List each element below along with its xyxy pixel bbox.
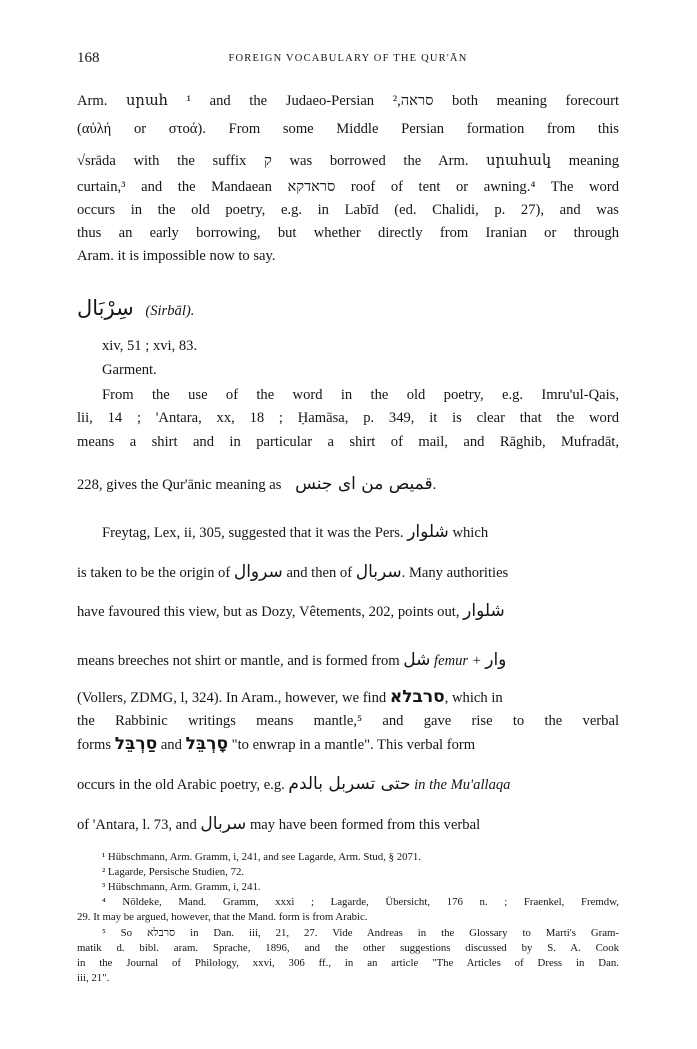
text-span: Freytag, Lex, ii, 305, suggested that it was the Pers. bbox=[102, 525, 404, 541]
arabic-word: سروال bbox=[233, 562, 283, 582]
arabic-word: وار bbox=[485, 650, 507, 670]
footnote: ⁴ Nöldeke, Mand. Gramm, xxxi ; Lagarde, Übersicht, 176 n. ; Fraenkel, Fremdw, bbox=[102, 896, 619, 908]
hebrew-word: סָרְבֵּל bbox=[185, 734, 229, 754]
footnote: ³ Hübschmann, Arm. Gramm, i, 241. bbox=[102, 881, 261, 893]
hebrew-word: סַרְבֵּל bbox=[114, 734, 158, 754]
footnote: ² Lagarde, Persische Studien, 72. bbox=[102, 866, 245, 878]
body-line: (αὐλή or στοά). From some Middle Persian formation from this bbox=[77, 121, 619, 137]
text-span: . bbox=[432, 477, 437, 493]
text-span: femur + bbox=[434, 653, 482, 669]
text-span: (Vollers, ZDMG, l, 324). In Aram., however, we find bbox=[77, 690, 387, 706]
headword-transliteration: (Sirbāl). bbox=[145, 303, 195, 319]
body-line: Arm. սրահ ¹ and the Judaeo-Persian סראה,² both meaning forecourt bbox=[77, 93, 619, 109]
text-span: of 'Antara, l. 73, and bbox=[77, 817, 197, 833]
arabic-word: سربال bbox=[355, 562, 402, 582]
text-span: in the Mu'allaqa bbox=[414, 777, 511, 793]
page-header bbox=[77, 50, 619, 72]
footnote-continuation: 29. It may be argued, however, that the Mand. form is from Arabic. bbox=[77, 911, 368, 923]
page-number: 168 bbox=[77, 50, 100, 66]
body-line bbox=[77, 686, 619, 709]
arabic-phrase: قميص من اى جنس bbox=[295, 474, 433, 494]
hebrew-word: סרבלא bbox=[389, 687, 445, 707]
body-line: From the use of the word in the old poetry, e.g. Imru'ul-Qais, bbox=[102, 387, 619, 403]
arabic-phrase: حتى تسربل بالدم bbox=[288, 774, 411, 794]
footnote-continuation: in the Journal of Philology, xxvi, 306 ff., in an article "The Articles of Dress in Dan. bbox=[77, 957, 619, 969]
text-span: and then of bbox=[286, 565, 353, 581]
footnote: ⁵ So סרבלא in Dan. iii, 21, 27. Vide Andreas in the Glossary to Marti's Gram- bbox=[102, 927, 619, 939]
headword-arabic: سِرْبَال bbox=[77, 296, 134, 320]
text-span: which bbox=[452, 525, 489, 541]
text-span: have favoured this view, but as Dozy, Vêtements, 202, points out, bbox=[77, 604, 460, 620]
body-line: √srāda with the suffix ק was borrowed the Arm. սրահակ meaning bbox=[77, 153, 619, 169]
text-span: may have been formed from this verbal bbox=[249, 817, 481, 833]
body-line: the Rabbinic writings means mantle,⁵ and gave rise to the verbal bbox=[77, 713, 619, 729]
entry-gloss: Garment. bbox=[102, 362, 157, 378]
body-line bbox=[77, 732, 619, 757]
arabic-word: شلوار bbox=[463, 601, 505, 621]
text-span: and bbox=[160, 737, 182, 753]
arabic-word: شلوار bbox=[407, 522, 449, 542]
body-line: means a shirt and in particular a shirt of mail, and Rāghib, Mufradāt, bbox=[77, 434, 619, 450]
footnote-continuation: matik d. bibl. aram. Sprache, 1896, and the other suggestions discussed by S. A. Cook bbox=[77, 942, 619, 954]
body-line: thus an early borrowing, but whether directly from Iranian or through bbox=[77, 225, 619, 241]
body-line bbox=[77, 560, 619, 585]
text-span: "to enwrap in a mantle". This verbal form bbox=[231, 737, 476, 753]
body-line bbox=[77, 472, 619, 497]
text-span: , which in bbox=[444, 690, 503, 706]
running-title: FOREIGN VOCABULARY OF THE QUR'ĀN bbox=[228, 53, 468, 64]
body-line: occurs in the old poetry, e.g. in Labīd (ed. Chalidi, p. 27), and was bbox=[77, 202, 619, 218]
arabic-word: شل bbox=[403, 650, 431, 670]
body-line bbox=[77, 772, 619, 797]
text-span: is taken to be the origin of bbox=[77, 565, 231, 581]
text-span: occurs in the old Arabic poetry, e.g. bbox=[77, 777, 285, 793]
body-line bbox=[77, 599, 619, 624]
body-line bbox=[77, 812, 619, 837]
text-span: means breeches not shirt or mantle, and is formed from bbox=[77, 653, 400, 669]
body-line bbox=[77, 648, 619, 673]
text-span: forms bbox=[77, 737, 112, 753]
footnote: ¹ Hübschmann, Arm. Gramm, i, 241, and see Lagarde, Arm. Stud, § 2071. bbox=[102, 851, 421, 863]
footnote-continuation: iii, 21". bbox=[77, 972, 110, 984]
body-line bbox=[77, 520, 619, 545]
text-span: 228, gives the Qur'ānic meaning as bbox=[77, 477, 282, 493]
body-line: curtain,³ and the Mandaean סראדקא roof of tent or awning.⁴ The word bbox=[77, 179, 619, 195]
arabic-word: سربال bbox=[200, 814, 247, 834]
body-line: lii, 14 ; 'Antara, xx, 18 ; Ḥamāsa, p. 349, it is clear that the word bbox=[77, 410, 619, 426]
entry-headword bbox=[77, 296, 619, 323]
entry-references: xiv, 51 ; xvi, 83. bbox=[102, 338, 198, 354]
text-span: . Many authorities bbox=[401, 565, 509, 581]
body-line: Aram. it is impossible now to say. bbox=[77, 248, 276, 264]
